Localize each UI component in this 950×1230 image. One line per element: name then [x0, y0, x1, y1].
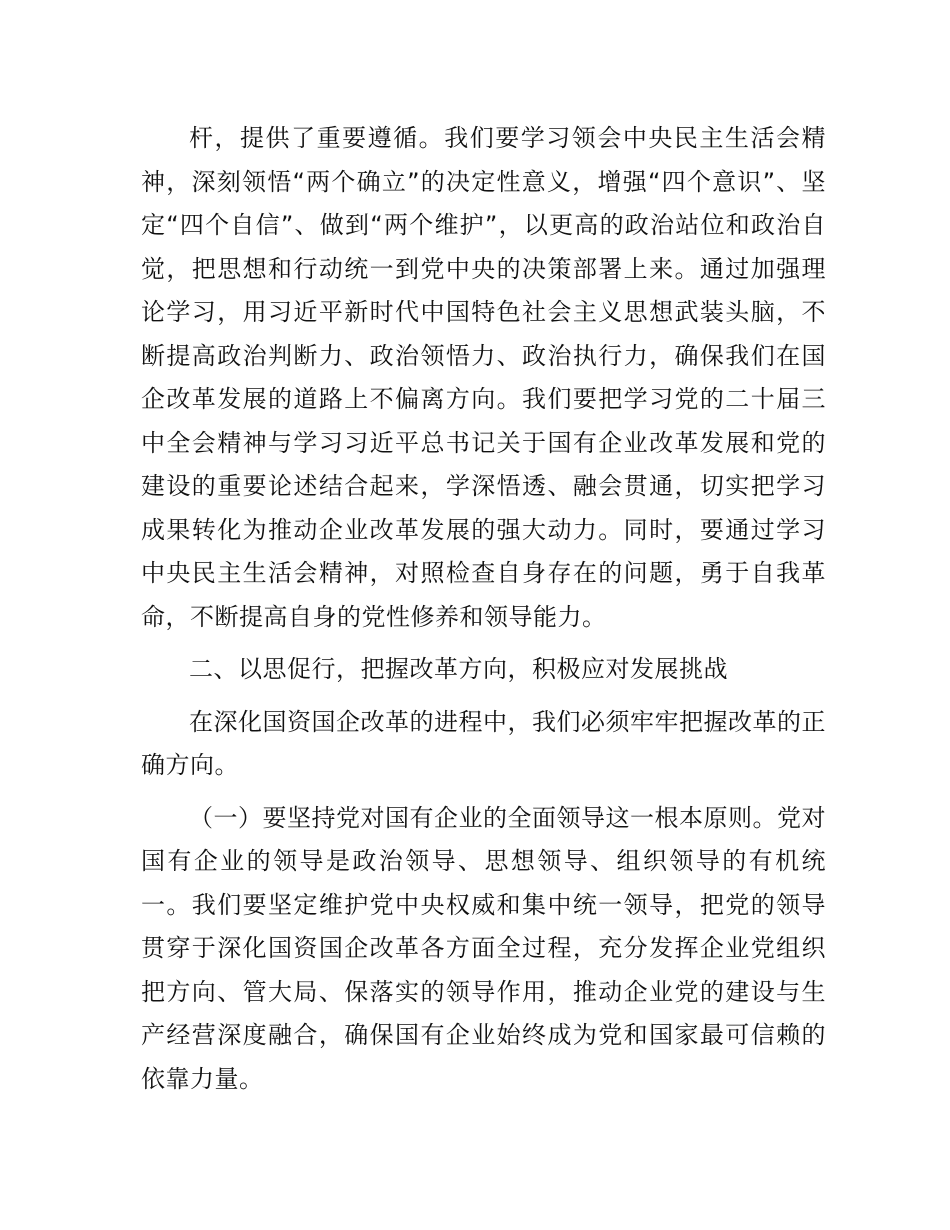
paragraph-reform-direction: 在深化国资国企改革的进程中，我们必须牢牢把握改革的正确方向。 — [141, 707, 826, 779]
document-body — [141, 117, 826, 1101]
section-heading-two: 二、以思促行，把握改革方向，积极应对发展挑战 — [189, 655, 728, 683]
paragraph-study-spirit: 杆，提供了重要遵循。我们要学习领会中央民主生活会精神，深刻领悟“两个确立”的决定性意义，增强“四个意识”、坚定“四个自信”、做到“两个维护”，以更高的政治站位和政治自觉，把思想和行动统一到党中央的决策部署上来。通过加强理论学习，用习近平新时代中国特色社会主义思想武装头脑，不断提高政治判断力、政治领悟力、政治执行力，确保我们在国企改革发展的道路上不偏离方向。我们要把学习党的二十届三中全会精神与学习习近平总书记关于国有企业改革发展和党的建设的重要论述结合起来，学深悟透、融会贯通，切实把学习成果转化为推动企业改革发展的强大动力。同时，要通过学习中央民主生活会精神，对照检查自身存在的问题，勇于自我革命，不断提高自身的党性修养和领导能力。 — [141, 124, 826, 631]
paragraph-party-leadership: （一）要坚持党对国有企业的全面领导这一根本原则。党对国有企业的领导是政治领导、思想领导、组织领导的有机统一。我们要坚定维护党中央权威和集中统一领导，把党的领导贯穿于深化国资国企改革各方面全过程，充分发挥企业党组织把方向、管大局、保落实的领导作用，推动企业党的建设与生产经营深度融合，确保国有企业始终成为党和国家最可信赖的依靠力量。 — [141, 803, 826, 1093]
